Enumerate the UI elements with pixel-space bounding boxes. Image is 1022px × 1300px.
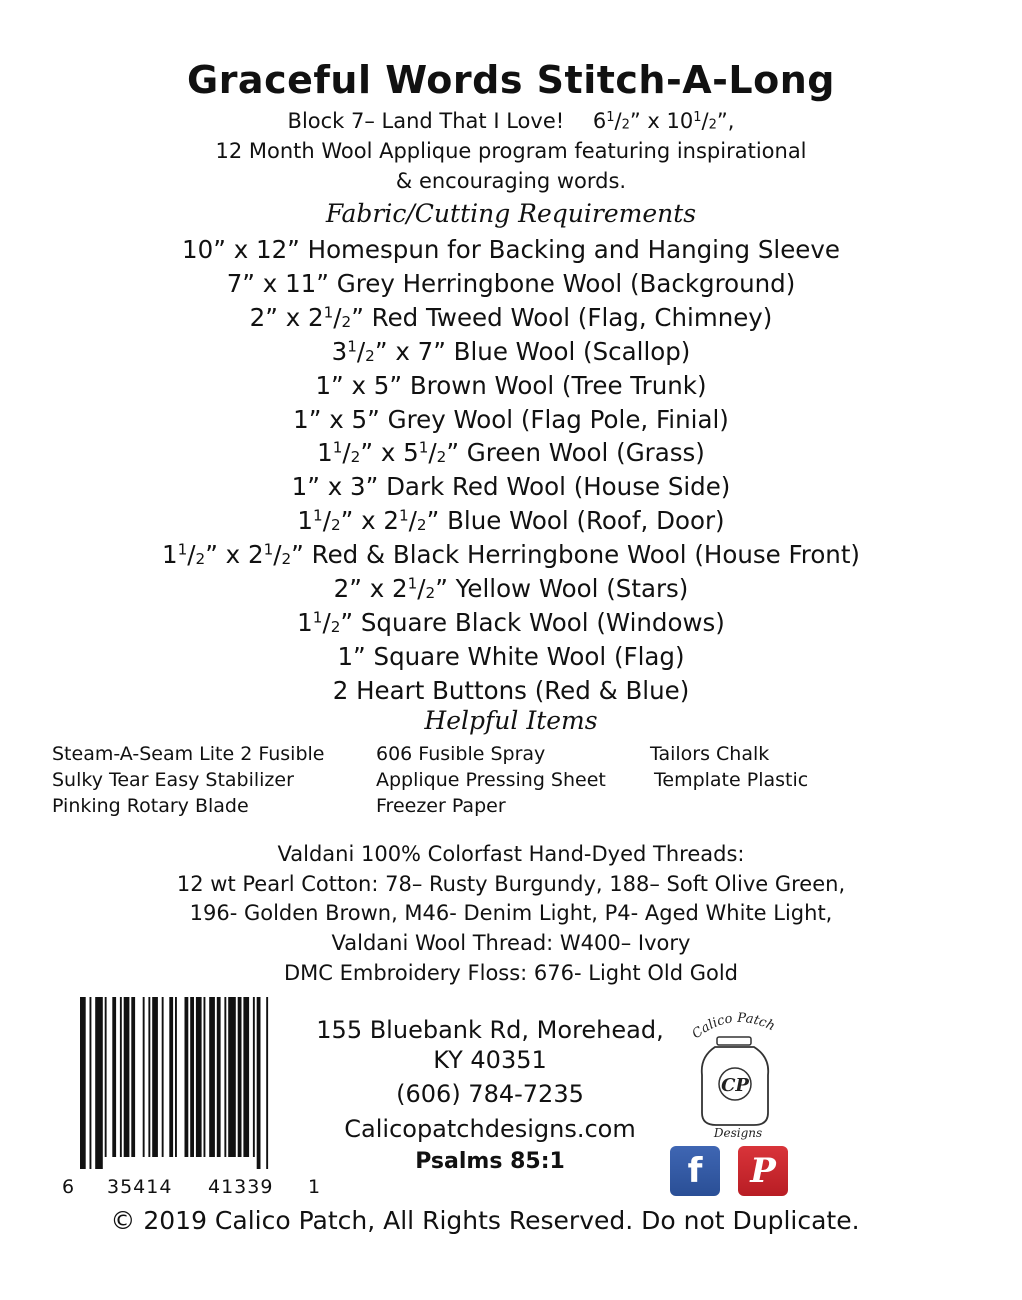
fabric-item: $3^1/_2$” x 7” Blue Wool (Scallop) xyxy=(331,336,691,366)
barcode-bar xyxy=(148,997,150,1157)
helpful-column-2 xyxy=(376,741,606,819)
fabric-item: $1^1/_2$” Square Black Wool (Windows) xyxy=(297,607,725,637)
barcode-bar xyxy=(196,997,202,1157)
barcode-bar xyxy=(120,997,122,1157)
thread-line: 196- Golden Brown, M46- Denim Light, P4- Aged White Light, xyxy=(189,901,833,926)
barcode-bar xyxy=(90,997,92,1169)
helpful-column-1 xyxy=(52,741,324,819)
fabric-item: 1” x 5” Grey Wool (Flag Pole, Finial) xyxy=(293,404,729,434)
barcode-bar xyxy=(80,997,86,1169)
barcode-bar xyxy=(162,997,164,1157)
barcode-digits-left: 35414 xyxy=(107,1176,173,1198)
fabric-item: 1” x 3” Dark Red Wool (House Side) xyxy=(291,472,731,502)
svg-text:Calico Patch: Calico Patch xyxy=(689,1010,778,1043)
helpful-item: Template Plastic xyxy=(654,769,809,791)
helpful-item: Applique Pressing Sheet xyxy=(376,769,606,791)
barcode-bar xyxy=(266,997,268,1169)
barcode-digit-last: 1 xyxy=(308,1176,321,1198)
barcode-bar xyxy=(112,997,116,1157)
pattern-title: Graceful Words Stitch-A-Long xyxy=(187,58,835,102)
barcode-bar xyxy=(152,997,158,1157)
barcode-bar xyxy=(124,997,130,1157)
fabric-list xyxy=(0,233,1022,708)
block-line xyxy=(0,106,1022,136)
thread-line: Valdani 100% Colorfast Hand-Dyed Threads: xyxy=(277,842,745,866)
barcode-bar xyxy=(204,997,206,1157)
barcode-bar xyxy=(257,997,261,1169)
helpful-item: Steam-A-Seam Lite 2 Fusible xyxy=(52,743,325,765)
pinterest-icon[interactable]: P xyxy=(738,1146,788,1196)
svg-text:CP: CP xyxy=(721,1075,749,1096)
program-description: 12 Month Wool Applique program featuring inspirational xyxy=(215,139,807,163)
phone-number: (606) 784-7235 xyxy=(396,1080,584,1108)
barcode-bar xyxy=(185,997,189,1157)
copyright-notice: © 2019 Calico Patch, All Rights Reserved. Do not Duplicate. xyxy=(110,1206,860,1235)
program-description-2: & encouraging words. xyxy=(395,169,627,193)
thread-line: Valdani Wool Thread: W400– Ivory xyxy=(331,931,691,956)
block-size: $6^1/_2$” x $10^1/_2$”, xyxy=(592,109,735,133)
website[interactable]: Calicopatchdesigns.com xyxy=(344,1115,636,1143)
helpful-column-3 xyxy=(650,741,808,793)
block-label: Block 7– Land That I Love! xyxy=(287,109,565,133)
facebook-icon[interactable]: f xyxy=(670,1146,720,1196)
fabric-item: 2” x $2^1/_2$” Yellow Wool (Stars) xyxy=(333,574,689,604)
barcode-digits-right: 41339 xyxy=(208,1176,274,1198)
barcode-bar xyxy=(228,997,236,1157)
fabric-item: $1^1/_2$” x $5^1/_2$” Green Wool (Grass) xyxy=(317,438,705,468)
fabric-item: 2” x $2^1/_2$” Red Tweed Wool (Flag, Chimney) xyxy=(249,302,773,332)
thread-line: DMC Embroidery Floss: 676- Light Old Gold xyxy=(284,960,738,985)
calico-patch-logo xyxy=(688,1005,783,1140)
fabric-item: 7” x 11” Grey Herringbone Wool (Background) xyxy=(226,268,796,298)
barcode-bar xyxy=(105,997,107,1157)
barcode-digit-first: 6 xyxy=(62,1176,75,1198)
fabric-item: 1” Square White Wool (Flag) xyxy=(337,641,685,671)
barcode-bar xyxy=(175,997,177,1157)
fabric-item: 2 Heart Buttons (Red & Blue) xyxy=(332,675,690,705)
barcode-bar xyxy=(169,997,173,1157)
thread-line: 12 wt Pearl Cotton: 78– Rusty Burgundy, 188– Soft Olive Green, xyxy=(176,871,846,896)
fabric-item: 10” x 12” Homespun for Backing and Hanging Sleeve xyxy=(182,235,840,264)
barcode-bar xyxy=(209,997,215,1157)
barcode xyxy=(80,997,310,1169)
barcode-bar xyxy=(95,997,103,1169)
helpful-item: Tailors Chalk xyxy=(650,743,770,765)
barcode-bar xyxy=(131,997,135,1157)
barcode-bar xyxy=(253,997,255,1157)
fabric-item: $1^1/_2$” x $2^1/_2$” Red & Black Herringbone Wool (House Front) xyxy=(162,540,860,570)
svg-text:Designs: Designs xyxy=(713,1126,763,1140)
barcode-bar xyxy=(243,997,249,1157)
barcode-bar xyxy=(238,997,242,1157)
thread-list xyxy=(0,840,1022,989)
barcode-bar xyxy=(217,997,221,1157)
helpful-item: Pinking Rotary Blade xyxy=(52,795,249,817)
barcode-bar xyxy=(143,997,145,1157)
address-street: 155 Bluebank Rd, Morehead, xyxy=(316,1016,664,1044)
scripture-reference: Psalms 85:1 xyxy=(415,1149,565,1174)
helpful-item: 606 Fusible Spray xyxy=(376,743,546,765)
helpful-item: Freezer Paper xyxy=(376,795,506,817)
fabric-heading: Fabric/Cutting Requirements xyxy=(325,199,697,228)
fabric-item: 1” x 5” Brown Wool (Tree Trunk) xyxy=(315,370,707,400)
fabric-item: $1^1/_2$” x $2^1/_2$” Blue Wool (Roof, Door) xyxy=(297,506,725,536)
address-state-zip: KY 40351 xyxy=(433,1046,547,1074)
helpful-heading: Helpful Items xyxy=(424,706,598,735)
helpful-item: Sulky Tear Easy Stabilizer xyxy=(52,769,294,791)
barcode-bar xyxy=(224,997,226,1157)
barcode-bar xyxy=(190,997,194,1157)
